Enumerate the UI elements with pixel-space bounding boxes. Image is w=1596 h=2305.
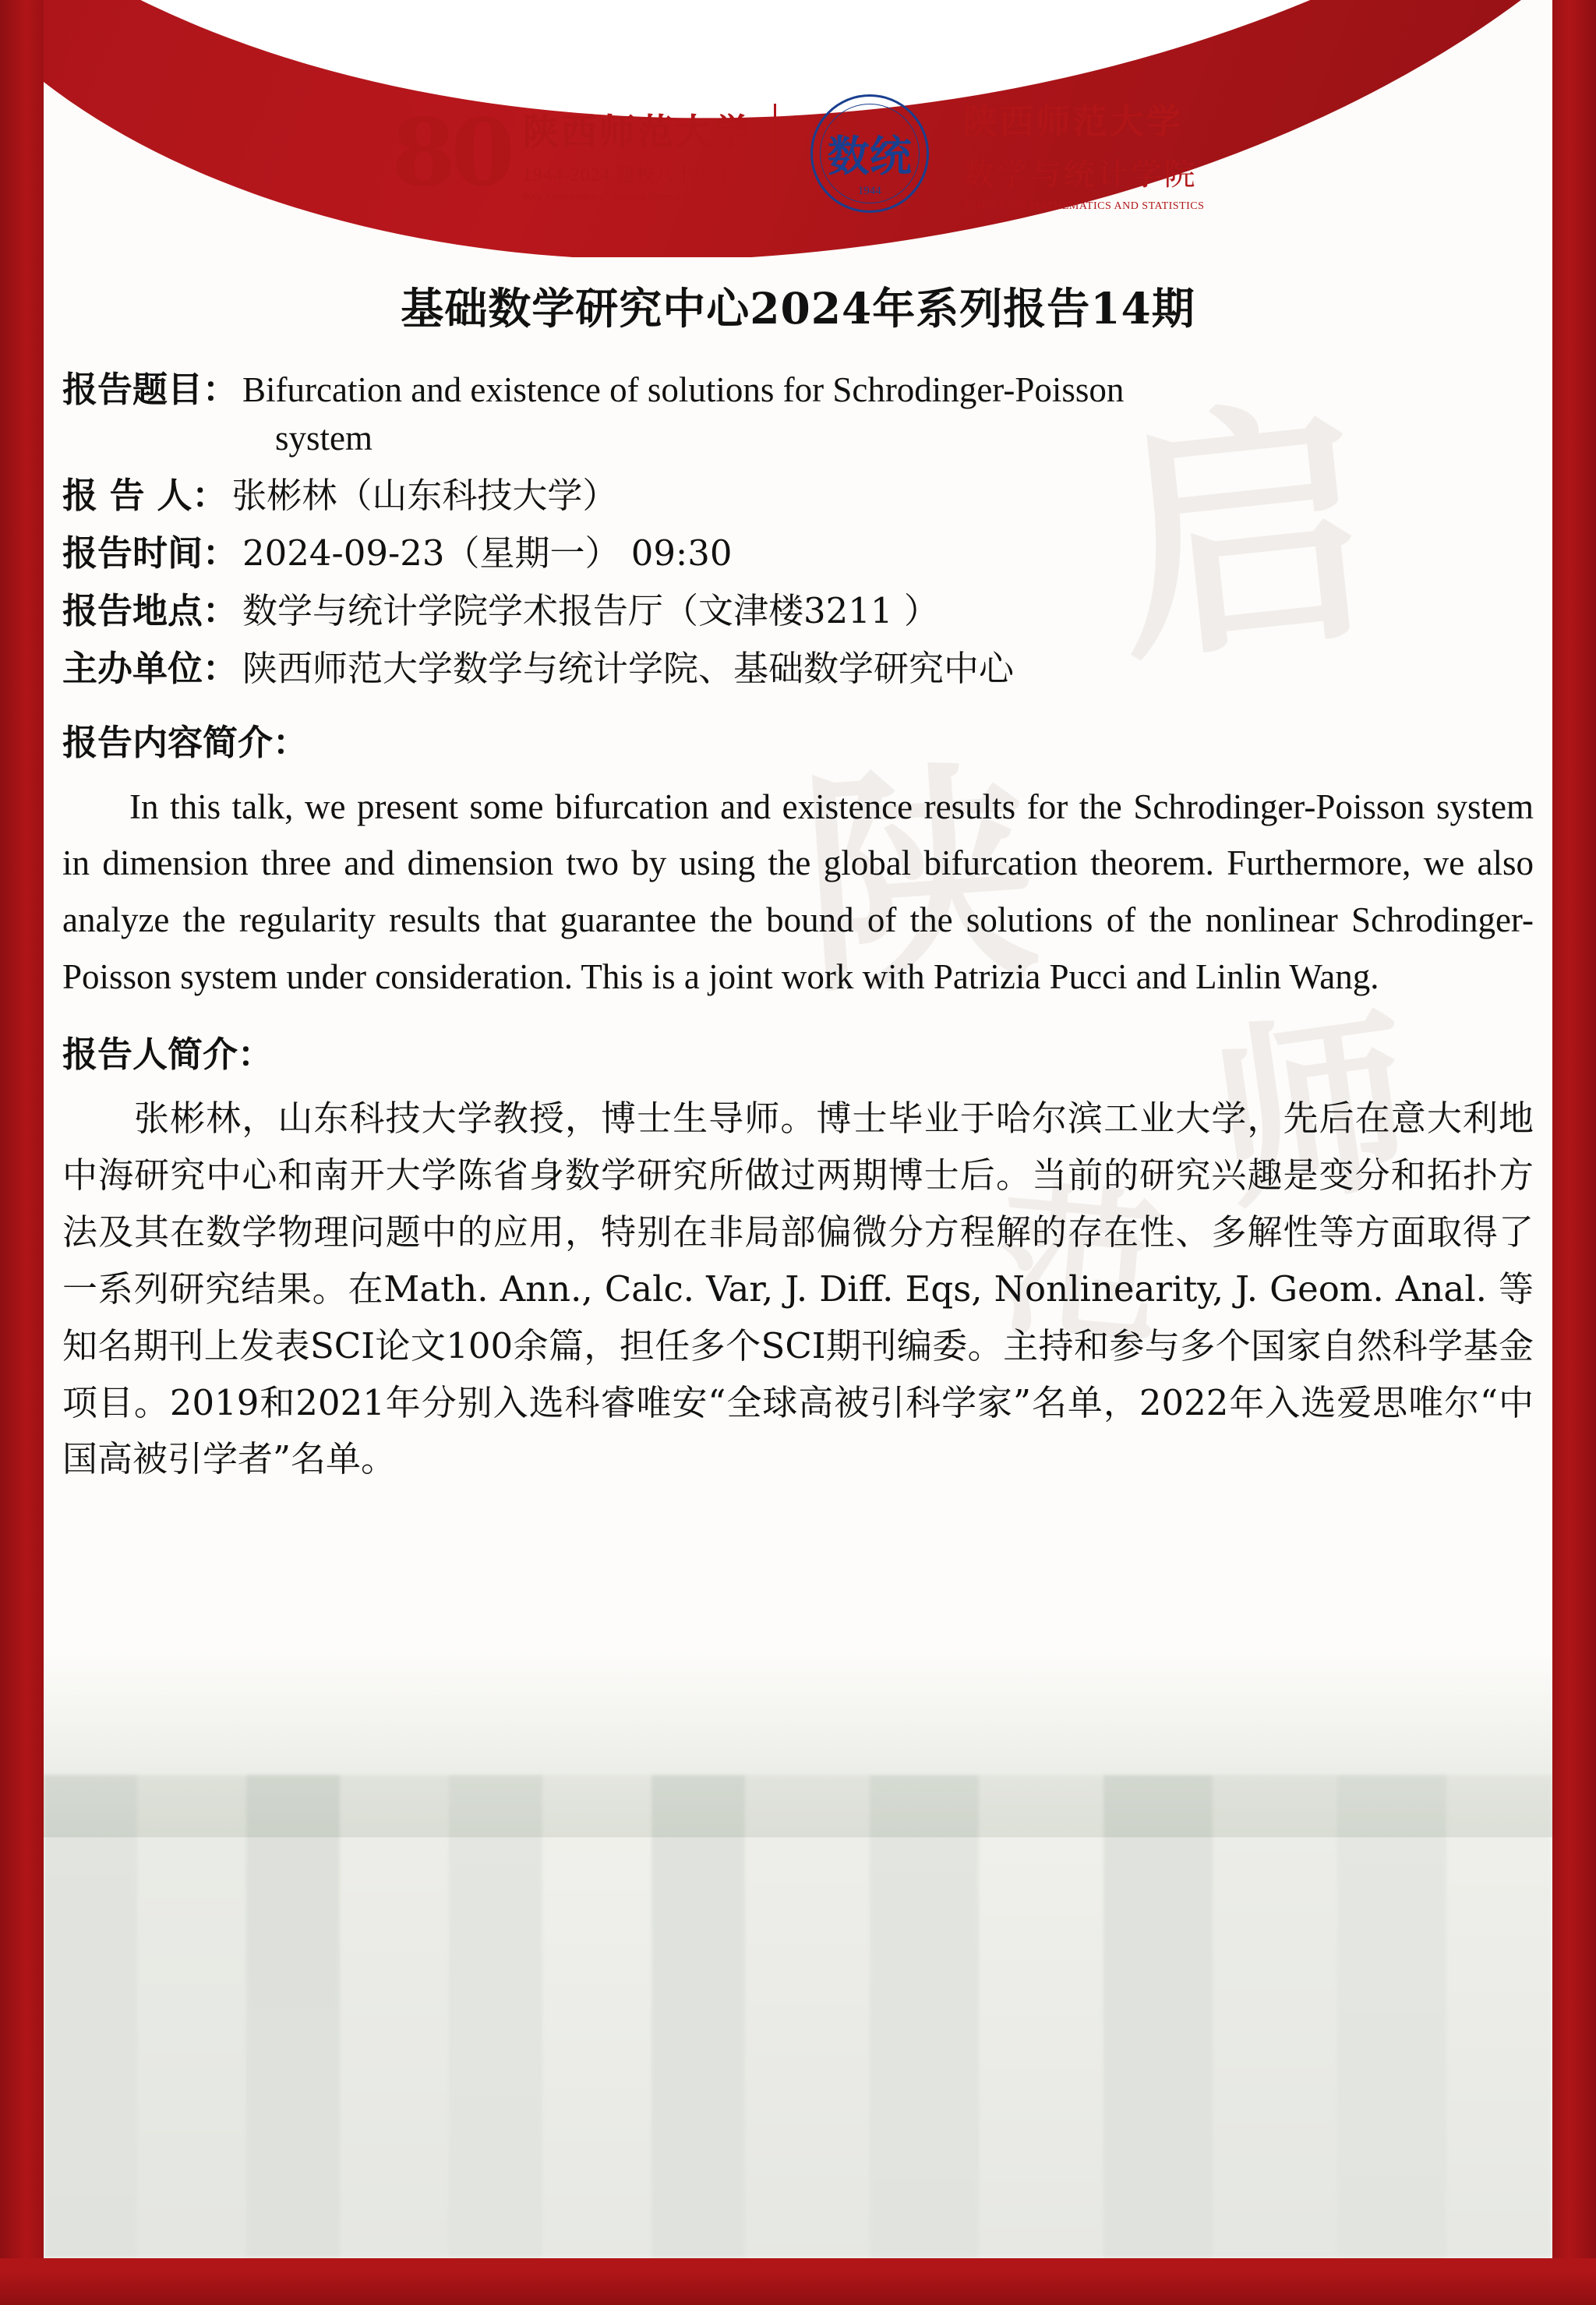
field-label: 报告题目：	[62, 369, 238, 410]
abstract-heading: 报告内容简介：	[62, 721, 309, 763]
watermark-char-3: 师	[1200, 984, 1426, 1238]
field-label: 报 告 人：	[62, 475, 228, 517]
abstract-text: In this talk, we present some bifurcation and existence results for the Schrodinger-Poisson system in dimension three and dimension two by using the global bifurcation theorem. Furthermore, we also analyze the regularity results that guarantee the bound of the solutions of the nonlinear Schrodinger-Poisson system under consideration. This is a joint work with Patrizia Pucci and Linlin Wang.	[62, 787, 1534, 997]
campus-photo-fade	[44, 1650, 1552, 1837]
field-location	[62, 587, 1534, 635]
anniversary-english-name: 80th Anniversary of Shaanxi Normal University	[522, 190, 729, 202]
field-speaker	[62, 472, 1534, 520]
seal-center-text: 数统	[827, 131, 912, 181]
field-talk-title	[62, 366, 1534, 462]
right-border-bar	[1552, 0, 1596, 2305]
school-logo	[963, 94, 1205, 213]
field-value: 2024-09-23（星期一） 09:30	[242, 532, 733, 574]
field-time	[62, 529, 1534, 578]
bio-text: 张彬林，山东科技大学教授，博士生导师。博士毕业于哈尔滨工业大学，先后在意大利地中海研究中心和南开大学陈省身数学研究所做过两期博士后。当前的研究兴趣是变分和拓扑方法及其在数学物理问题中的应用，特别在非局部偏微分方程解的存在性、多解性等方面取得了一系列研究结果。在Math. Ann., Calc. Var, J. Diff. Eqs, Nonlinearity, J. Geom. Anal. 等知名期刊上发表SCI论文100余篇，担任多个SCI期刊编委。主持和参与多个国家自然科学基金项目。2019和2021年分别入选科睿唯安“全球高被引科学家”名单，2022年入选爱思唯尔“中国高被引学者”名单。	[62, 1098, 1534, 1480]
field-value: 张彬林（山东科技大学）	[231, 475, 618, 517]
school-seal-icon	[810, 94, 929, 213]
anniversary-university-name: 陕西师范大学	[522, 111, 752, 153]
anniversary-text-block	[523, 104, 776, 203]
anniversary-mark-icon: 80	[391, 98, 510, 207]
watermark-char-1: 启	[1099, 369, 1387, 698]
anniversary-logo	[391, 98, 776, 207]
school-university-name: 陕西师范大学	[962, 102, 1183, 142]
talk-title-line2: system	[275, 419, 373, 458]
seal-year: 1944	[857, 184, 881, 197]
school-english-name: SCHOOL OF MATHEMATICS AND STATISTICS	[962, 200, 1205, 212]
page-title: 基础数学研究中心2024年系列报告14期	[401, 283, 1195, 334]
bio-heading: 报告人简介：	[62, 1034, 274, 1076]
school-department-name: 数学与统计学院	[962, 157, 1198, 193]
campus-photo-background	[44, 1775, 1552, 2258]
watermark-char-2: 陕	[793, 734, 1046, 1027]
field-label: 报告地点：	[62, 590, 238, 632]
left-border-bar	[0, 0, 44, 2305]
field-value: 陕西师范大学数学与统计学院、基础数学研究中心	[242, 648, 1015, 690]
talk-title-line1: Bifurcation and existence of solutions for Schrodinger-Poisson	[242, 370, 1125, 409]
field-label: 报告时间：	[62, 532, 238, 574]
watermark-char-4: 范	[989, 1163, 1170, 1370]
logo-row	[0, 94, 1596, 213]
field-value: 数学与统计学院学术报告厅（文津楼3211 ）	[242, 590, 939, 632]
anniversary-subtitle: 1944-2024 建校八十周年	[522, 165, 733, 186]
poster-content	[62, 274, 1534, 1488]
bottom-border-bar	[0, 2258, 1596, 2305]
field-label: 主办单位：	[62, 648, 238, 690]
field-value	[238, 366, 1124, 462]
field-organizer	[62, 645, 1534, 693]
